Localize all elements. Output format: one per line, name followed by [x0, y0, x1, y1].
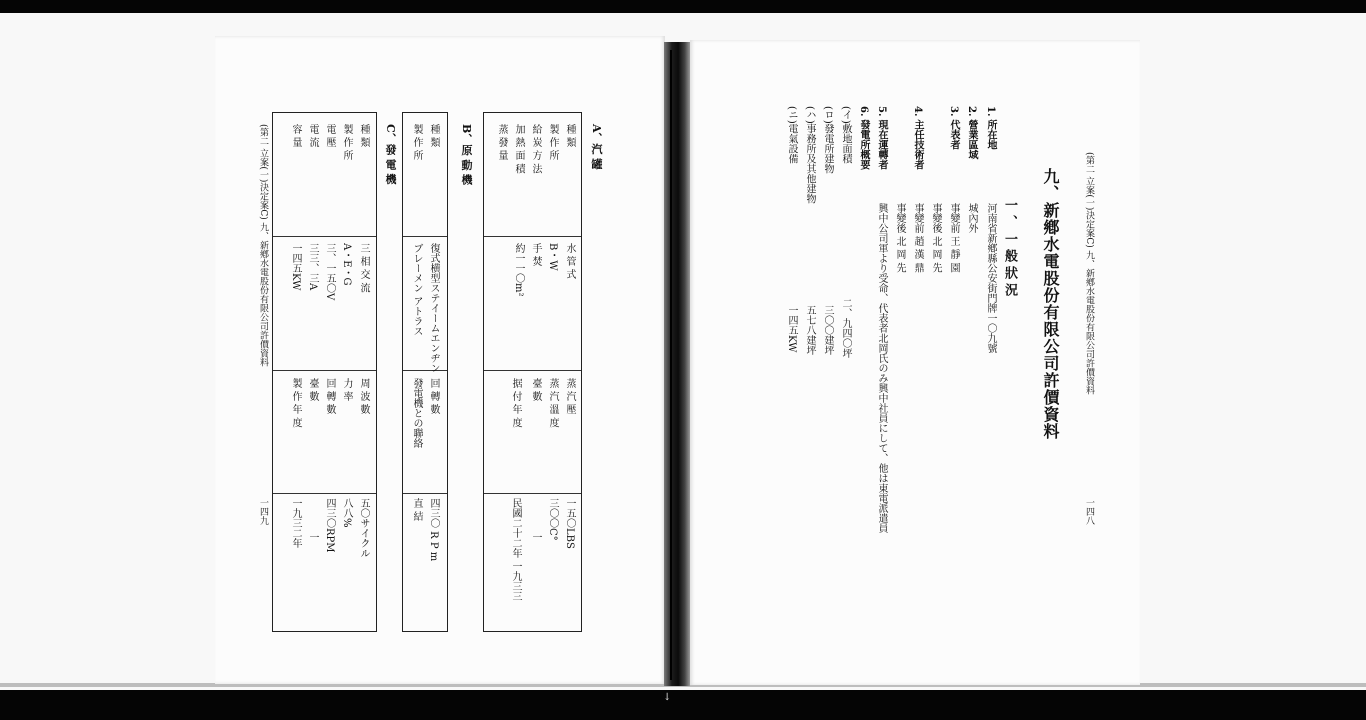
prime-mover-value: 四三〇 R P m: [428, 498, 439, 562]
boiler-value: B・W: [547, 243, 558, 271]
boiler-heading: A、汽 罐: [590, 124, 603, 170]
generator-value: 一九三二年: [290, 498, 301, 548]
item-value: 河南省新鄕縣公安街門牌一〇九號: [985, 203, 996, 353]
item-value: 五七八建坪: [804, 305, 815, 355]
item-value: 事變後 北 岡 先: [930, 203, 941, 273]
item-value: 一四五KW: [786, 305, 797, 353]
prime-mover-label: 製 作 所: [411, 124, 422, 161]
left-running-footer: (第二 立案(一)決定案C) 九、新鄕水電股份有限公司許價資料: [258, 124, 268, 367]
generator-value: 三、一五〇V: [324, 243, 335, 301]
item-value: 城內外: [966, 203, 977, 233]
prime-mover-label: 發電機との聯絡: [411, 378, 422, 448]
boiler-label: 据 付 年 度: [510, 378, 521, 428]
boiler-label: 製 作 所: [547, 124, 558, 161]
generator-label: 種 類: [358, 124, 369, 148]
generator-label: 電 流: [307, 124, 318, 148]
boiler-value: 三〇〇C°: [547, 498, 558, 541]
prime-mover-value: 直 結: [411, 498, 422, 522]
generator-value: 三 相 交 流: [358, 243, 369, 293]
item-label: 1. 所在地: [985, 106, 996, 150]
item-label: (ハ)事務所及其他建物: [804, 106, 815, 204]
item-label: 4. 主任技術者: [912, 106, 923, 170]
gutter-line: [670, 50, 672, 680]
boiler-label: 蒸 汽 壓: [564, 378, 575, 415]
generator-label: 臺 數: [307, 378, 318, 402]
book-gutter: [664, 42, 690, 686]
prime-mover-value: 復式横型ステイームエンヂン: [428, 243, 439, 373]
item-value: 事變前 趙 漢 鼎: [912, 203, 923, 273]
document-title: 九、新鄕水電股份有限公司許價資料: [1041, 168, 1060, 440]
generator-value: 一四五KW: [290, 243, 301, 291]
boiler-label: 加 熱 面 積: [513, 124, 524, 174]
item-label: 3. 代表者: [948, 106, 959, 150]
item-value: 二、九四〇坪: [840, 298, 851, 358]
boiler-value: 水 管 式: [564, 243, 575, 280]
boiler-value: 一五〇LBS: [564, 498, 575, 549]
right-page-number: 一四八: [1084, 498, 1094, 525]
generator-value: 一: [307, 532, 318, 542]
generator-label: 回 轉 數: [324, 378, 335, 415]
item-value: 事變前 王 靜 園: [948, 203, 959, 273]
prime-mover-table: [402, 112, 448, 632]
scroll-arrow-icon: ↓: [663, 692, 672, 703]
item-label: 5. 現在運轉者: [876, 106, 887, 170]
item-label: (ニ)電氣設備: [786, 106, 797, 164]
generator-value: 四三〇RPM: [324, 498, 335, 553]
generator-value: 五〇サイクル: [358, 498, 369, 558]
prime-mover-value: ブレーメン アトラス: [411, 243, 422, 337]
left-page-number: 一四九: [258, 498, 268, 525]
boiler-label: 蒸 汽 溫 度: [547, 378, 558, 428]
prime-mover-label: 回 轉 數: [428, 378, 439, 415]
generator-heading: C、發 電 機: [384, 124, 397, 185]
scan-bottom-border: [0, 690, 1366, 720]
generator-value: 三三、三A: [307, 243, 318, 291]
generator-label: 電 壓: [324, 124, 335, 148]
item-label: 2. 營業區域: [966, 106, 977, 160]
generator-label: 周 波 數: [358, 378, 369, 415]
boiler-value: 民國二十二年 一九三三: [510, 498, 521, 602]
item-label: (イ)敷地面積: [840, 106, 851, 164]
prime-mover-heading: B、原 動 機: [460, 124, 473, 185]
generator-value: 八八%: [341, 498, 352, 528]
boiler-value: 約一一〇m²: [513, 243, 524, 297]
item-value: 興中公司軍より受命、代表者北岡氏のみ興中社員にして、他は東電派遣員: [876, 203, 887, 533]
generator-label: 製 作 所: [341, 124, 352, 161]
boiler-label: 種 類: [564, 124, 575, 148]
item-label: 6. 發電所概要: [858, 106, 869, 170]
item-value: 事變後 北 岡 先: [894, 203, 905, 273]
boiler-label: 臺 數: [530, 378, 541, 402]
right-running-header: (第二 立案(一)決定案C) 九、新鄕水電股份有限公司許價資料: [1084, 152, 1094, 395]
boiler-label: 給 炭 方 法: [530, 124, 541, 174]
item-label: (ロ)發電所建物: [822, 106, 833, 174]
boiler-value: 手 焚: [530, 243, 541, 267]
boiler-value: 一: [530, 532, 541, 542]
section-heading: 一、一般狀況: [1002, 198, 1017, 300]
generator-label: 製 作 年 度: [290, 378, 301, 428]
generator-label: 容 量: [290, 124, 301, 148]
item-value: 三〇〇建坪: [822, 305, 833, 355]
generator-label: 力 率: [341, 378, 352, 402]
boiler-label: 蒸 發 量: [496, 124, 507, 161]
generator-value: A・E・G: [341, 243, 352, 286]
boiler-table: [483, 112, 582, 632]
prime-mover-label: 種 類: [428, 124, 439, 148]
scan-top-border: [0, 0, 1366, 13]
